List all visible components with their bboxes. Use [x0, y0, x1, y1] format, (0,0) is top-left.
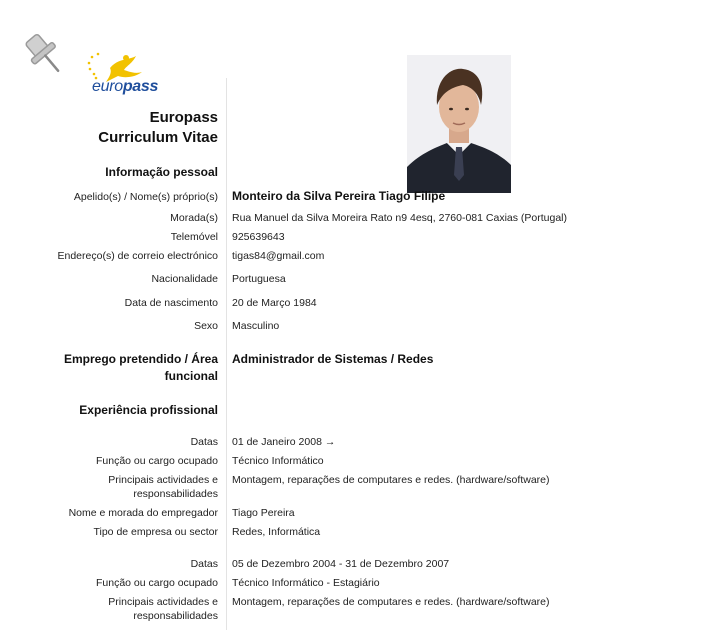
email-value: tigas84@gmail.com [232, 250, 325, 262]
job2-role-label: Função ou cargo ocupado [95, 577, 218, 589]
pushpin-icon [18, 28, 70, 80]
job1-role-value: Técnico Informático [232, 455, 324, 467]
job1-role-label: Função ou cargo ocupado [95, 455, 218, 467]
desired-job-value: Administrador de Sistemas / Redes [232, 352, 434, 366]
name-value: Monteiro da Silva Pereira Tiago Filipe [232, 189, 446, 203]
address-label: Morada(s) [170, 212, 218, 224]
job2-dates-value: 05 de Dezembro 2004 - 31 de Dezembro 2007 [232, 558, 450, 570]
job1-activities-label: Principais actividades e responsabilidades [108, 474, 218, 500]
nationality-value: Portuguesa [232, 273, 286, 285]
desired-job-label: Emprego pretendido / Área funcional [63, 352, 218, 383]
sex-value: Masculino [232, 320, 280, 332]
cv-title-line2: Curriculum Vitae [98, 129, 218, 146]
birthdate-value: 20 de Março 1984 [232, 297, 317, 309]
name-label: Apelido(s) / Nome(s) próprio(s) [73, 191, 218, 203]
job1-dates-value: 01 de Janeiro 2008 → [232, 436, 336, 448]
mobile-label: Telemóvel [170, 231, 218, 243]
nationality-label: Nacionalidade [151, 273, 218, 285]
birthdate-label: Data de nascimento [124, 297, 218, 309]
job1-dates-label: Datas [190, 436, 218, 448]
email-label: Endereço(s) de correio electrónico [57, 250, 218, 262]
cv-title-line1: Europass [149, 109, 218, 126]
section-experience: Experiência profissional [79, 403, 218, 417]
job2-activities-label: Principais actividades e responsabilidades [108, 596, 218, 622]
job2-activities-value: Montagem, reparações de computares e redes. (hardware/software) [232, 596, 550, 608]
section-personal-info: Informação pessoal [105, 165, 218, 179]
job2-role-value: Técnico Informático - Estagiário [232, 577, 380, 589]
sex-label: Sexo [194, 320, 218, 332]
cv-title [98, 108, 218, 148]
job1-sector-label: Tipo de empresa ou sector [93, 526, 218, 538]
europass-wordmark: europass [92, 78, 159, 95]
address-value: Rua Manuel da Silva Moreira Rato n9 4esq, 2760-081 Caxias (Portugal) [232, 212, 568, 224]
job1-employer-label: Nome e morada do empregador [68, 507, 218, 519]
job2-dates-label: Datas [190, 558, 218, 570]
column-divider [226, 78, 227, 630]
profile-photo [407, 55, 511, 193]
job1-employer-value: Tiago Pereira [232, 507, 295, 519]
job1-sector-value: Redes, Informática [232, 526, 321, 538]
mobile-value: 925639643 [232, 231, 285, 243]
job1-activities-value: Montagem, reparações de computares e redes. (hardware/software) [232, 474, 550, 486]
